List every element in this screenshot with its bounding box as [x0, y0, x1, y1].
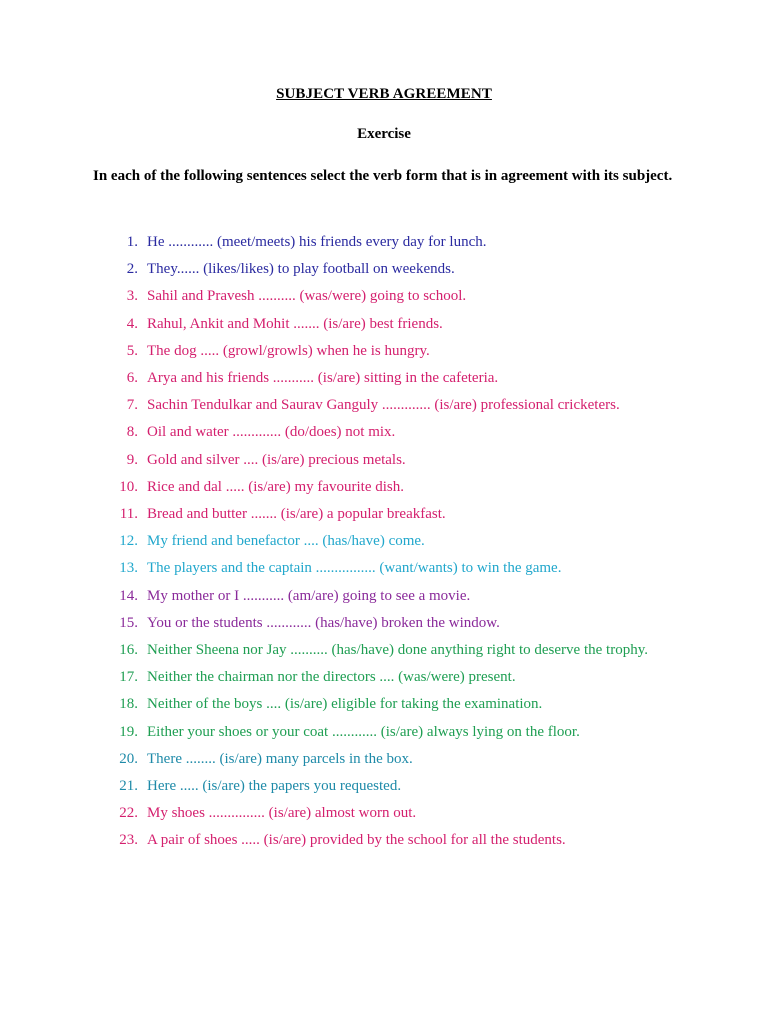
exercise-item-text: A pair of shoes ..... (is/are) provided by the school for all the students. — [147, 832, 566, 849]
exercise-item-number: 1. — [126, 234, 138, 250]
exercise-item-text: Oil and water ............. (do/does) not mix. — [147, 424, 396, 441]
exercise-item-text: The players and the captain ................ (want/wants) to win the game. — [147, 560, 562, 577]
exercise-item — [0, 528, 768, 555]
exercise-item-number: 9. — [126, 451, 138, 468]
exercise-item — [0, 773, 768, 800]
exercise-item-number: 4. — [126, 315, 138, 332]
exercise-item-text: He ............ (meet/meets) his friends every day for lunch. — [147, 234, 487, 250]
page-subtitle: Exercise — [357, 126, 411, 142]
exercise-list — [0, 229, 768, 855]
exercise-item-text: Sahil and Pravesh .......... (was/were) going to school. — [147, 288, 467, 305]
exercise-item — [0, 719, 768, 746]
exercise-item — [0, 365, 768, 392]
exercise-item-text: Neither Sheena nor Jay .......... (has/have) done anything right to deserve the trophy. — [147, 642, 648, 659]
exercise-item-text: The dog ..... (growl/growls) when he is hungry. — [147, 342, 430, 359]
exercise-item-text: My shoes ............... (is/are) almost worn out. — [147, 805, 417, 822]
exercise-item-text: Arya and his friends ........... (is/are) sitting in the cafeteria. — [147, 370, 499, 387]
exercise-item — [0, 583, 768, 610]
exercise-item-text: They...... (likes/likes) to play football on weekends. — [147, 261, 455, 278]
exercise-item — [0, 637, 768, 664]
exercise-item-text: Gold and silver .... (is/are) precious metals. — [147, 451, 406, 468]
exercise-item-number: 3. — [126, 288, 138, 305]
exercise-item-number: 8. — [126, 424, 138, 441]
exercise-item-number: 10. — [119, 478, 138, 495]
exercise-item — [0, 311, 768, 338]
exercise-item — [0, 447, 768, 474]
exercise-item-text: Here ..... (is/are) the papers you requested. — [147, 778, 402, 795]
exercise-item-number: 5. — [126, 342, 138, 359]
exercise-item — [0, 229, 768, 256]
exercise-item-number: 18. — [119, 696, 138, 713]
exercise-item-text: Neither the chairman nor the directors .... (was/were) present. — [147, 669, 516, 686]
exercise-item-number: 16. — [119, 642, 138, 659]
exercise-item-text: Sachin Tendulkar and Saurav Ganguly ............. (is/are) professional cricketers. — [147, 397, 620, 414]
page-title: SUBJECT VERB AGREEMENT — [276, 86, 492, 102]
exercise-item — [0, 610, 768, 637]
exercise-item-text: Rice and dal ..... (is/are) my favourite dish. — [147, 478, 405, 495]
exercise-item — [0, 664, 768, 691]
exercise-item-number: 13. — [119, 560, 138, 577]
exercise-item-number: 2. — [126, 261, 138, 278]
exercise-item-number: 6. — [126, 370, 138, 387]
exercise-item — [0, 501, 768, 528]
exercise-item-text: Rahul, Ankit and Mohit ....... (is/are) best friends. — [147, 315, 443, 332]
exercise-item-number: 14. — [119, 587, 138, 604]
exercise-item-number: 7. — [126, 397, 138, 414]
exercise-item-text: Bread and butter ....... (is/are) a popular breakfast. — [147, 506, 446, 523]
exercise-item-number: 11. — [119, 506, 138, 523]
exercise-item-text: You or the students ............ (has/have) broken the window. — [147, 614, 500, 631]
exercise-item — [0, 338, 768, 365]
exercise-item-number: 17. — [119, 669, 138, 686]
exercise-item — [0, 827, 768, 854]
exercise-item — [0, 392, 768, 419]
exercise-item-text: My friend and benefactor .... (has/have) come. — [147, 533, 425, 550]
exercise-item-number: 21. — [119, 778, 138, 795]
exercise-item-number: 12. — [119, 533, 138, 550]
exercise-item-number: 15. — [119, 614, 138, 631]
exercise-item-number: 20. — [119, 750, 138, 767]
exercise-item-number: 19. — [119, 723, 138, 740]
exercise-item — [0, 474, 768, 501]
exercise-item — [0, 691, 768, 718]
exercise-item — [0, 419, 768, 446]
exercise-item — [0, 555, 768, 582]
exercise-item-text: Neither of the boys .... (is/are) eligible for taking the examination. — [147, 696, 543, 713]
instructions-text: In each of the following sentences select the verb form that is in agreement with its subject. — [93, 168, 673, 184]
exercise-item — [0, 800, 768, 827]
exercise-item-text: My mother or I ........... (am/are) going to see a movie. — [147, 587, 471, 604]
exercise-item — [0, 256, 768, 283]
exercise-item-number: 22. — [119, 805, 138, 822]
exercise-item — [0, 283, 768, 310]
exercise-item-text: There ........ (is/are) many parcels in the box. — [147, 750, 413, 767]
exercise-item-text: Either your shoes or your coat ............ (is/are) always lying on the floor. — [147, 723, 580, 740]
exercise-item-number: 23. — [119, 832, 138, 849]
exercise-item — [0, 746, 768, 773]
